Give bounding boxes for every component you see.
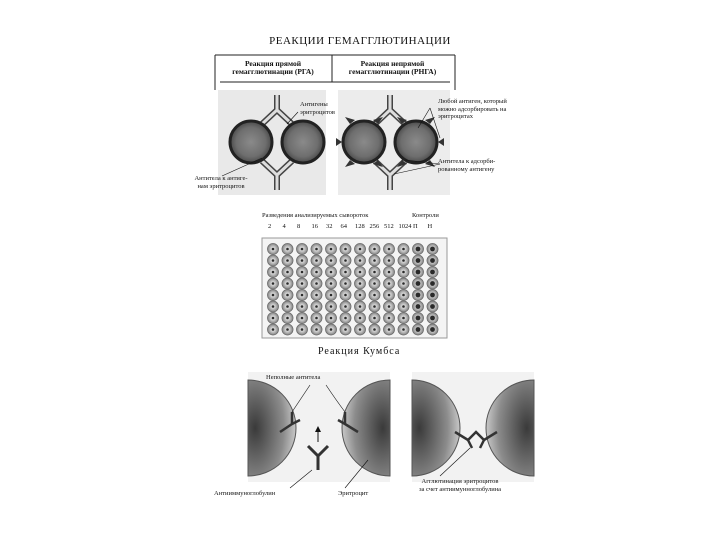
well-sediment [272,305,275,308]
label-antibodies-adsorbed: Антитела к адсорби- рованному антигену [438,158,496,173]
coombs-left-panel [248,372,390,488]
well-sediment [430,247,435,252]
well-sediment [330,248,333,251]
well-sediment [330,259,333,262]
well-sediment [416,258,421,263]
well-sediment [402,259,405,262]
well-sediment [359,294,362,297]
well-sediment [416,281,421,286]
well-sediment [430,270,435,275]
well-sediment [315,328,318,331]
well-sediment [286,328,289,331]
dilution-label: 8 [297,223,301,230]
well-sediment [416,270,421,275]
well-sediment [388,317,391,320]
well-sediment [416,247,421,252]
well-sediment [388,259,391,262]
well-sediment [344,259,347,262]
well-sediment [388,282,391,285]
page-title: РЕАКЦИИ ГЕМАГГЛЮТИНАЦИИ [269,35,451,47]
well-sediment [402,248,405,251]
label-antiglobulin: Антииммуноглобулин [214,490,276,497]
well-sediment [359,282,362,285]
well-sediment [359,248,362,251]
well-sediment [330,328,333,331]
well-sediment [301,259,304,262]
dilution-label: 16 [311,223,318,230]
well-sediment [315,282,318,285]
well-sediment [430,293,435,298]
well-sediment [301,271,304,274]
well-sediment [373,328,376,331]
well-sediment [272,317,275,320]
well-sediment [330,317,333,320]
well-sediment [286,282,289,285]
well-sediment [344,271,347,274]
well-sediment [344,317,347,320]
dilution-label: 2 [268,223,272,230]
well-sediment [359,305,362,308]
well-sediment [430,304,435,309]
well-sediment [301,294,304,297]
well-sediment [330,282,333,285]
well-sediment [388,305,391,308]
dilution-label: 4 [282,223,286,230]
well-sediment [416,293,421,298]
well-sediment [286,248,289,251]
well-sediment [301,328,304,331]
well-sediment [402,328,405,331]
well-sediment [272,328,275,331]
well-sediment [315,248,318,251]
label-any-antigen: Любой антиген, который можно адсорбировать на эритроцитах [438,98,507,120]
well-sediment [388,271,391,274]
well-sediment [286,259,289,262]
well-sediment [359,271,362,274]
well-sediment [373,294,376,297]
dilution-label: 256 [369,223,380,230]
microplate [262,238,447,338]
well-sediment [344,294,347,297]
well-sediment [286,294,289,297]
well-sediment [402,271,405,274]
well-sediment [344,305,347,308]
label-incomplete-antibodies: Неполные антитела [266,374,321,381]
dilution-label: 1024 [398,223,412,230]
well-sediment [272,282,275,285]
dilution-label: 64 [340,223,347,230]
well-sediment [272,259,275,262]
header-frame [215,55,455,90]
well-sediment [430,258,435,263]
dilution-label: 32 [326,223,333,230]
well-sediment [315,259,318,262]
rga-header: Реакция прямой гемагглютинации (РГА) [232,59,314,76]
well-sediment [430,327,435,332]
coombs-title: Реакция Кумбса [318,346,401,357]
well-sediment [344,248,347,251]
well-sediment [330,305,333,308]
well-sediment [416,304,421,309]
label-erythrocyte: Эритроцит [338,490,369,497]
dilution-label: 512 [384,223,394,230]
well-sediment [430,281,435,286]
well-sediment [388,294,391,297]
well-sediment [359,317,362,320]
well-sediment [330,271,333,274]
well-sediment [416,316,421,321]
well-sediment [359,328,362,331]
dilution-label: 128 [355,223,365,230]
well-sediment [388,248,391,251]
well-sediment [402,282,405,285]
well-sediment [359,259,362,262]
dilution-label: П [413,223,418,230]
well-sediment [272,294,275,297]
plate-control-label: Контроли [412,212,439,219]
well-sediment [315,317,318,320]
well-sediment [402,317,405,320]
coombs-right-panel [412,372,534,482]
label-agglutination: Агглютинация эритроцитов за счет антиимунноглобулина [418,478,502,493]
well-sediment [272,271,275,274]
label-antibodies-to-antigens: Антитела к антиге- нам эритроцитов [194,175,248,190]
well-sediment [402,294,405,297]
well-sediment [315,294,318,297]
well-sediment [286,305,289,308]
dilution-label: Н [427,223,433,230]
well-sediment [344,282,347,285]
well-sediment [373,248,376,251]
well-sediment [286,271,289,274]
well-sediment [373,259,376,262]
well-sediment [301,282,304,285]
well-sediment [373,282,376,285]
well-sediment [301,305,304,308]
label-antigens-erythrocytes: Антигены эритроцитов [300,101,335,116]
well-sediment [402,305,405,308]
well-sediment [373,305,376,308]
well-sediment [315,271,318,274]
well-sediment [286,317,289,320]
well-sediment [430,316,435,321]
well-sediment [330,294,333,297]
well-sediment [301,317,304,320]
well-sediment [272,248,275,251]
well-sediment [373,271,376,274]
well-sediment [416,327,421,332]
well-sediment [344,328,347,331]
well-sediment [388,328,391,331]
well-sediment [301,248,304,251]
rnga-header: Реакция непрямой гемагглютинации (РНГА) [348,59,437,76]
well-sediment [315,305,318,308]
plate-caption: Разведения анализируемых сывороток [262,212,369,219]
well-sediment [373,317,376,320]
